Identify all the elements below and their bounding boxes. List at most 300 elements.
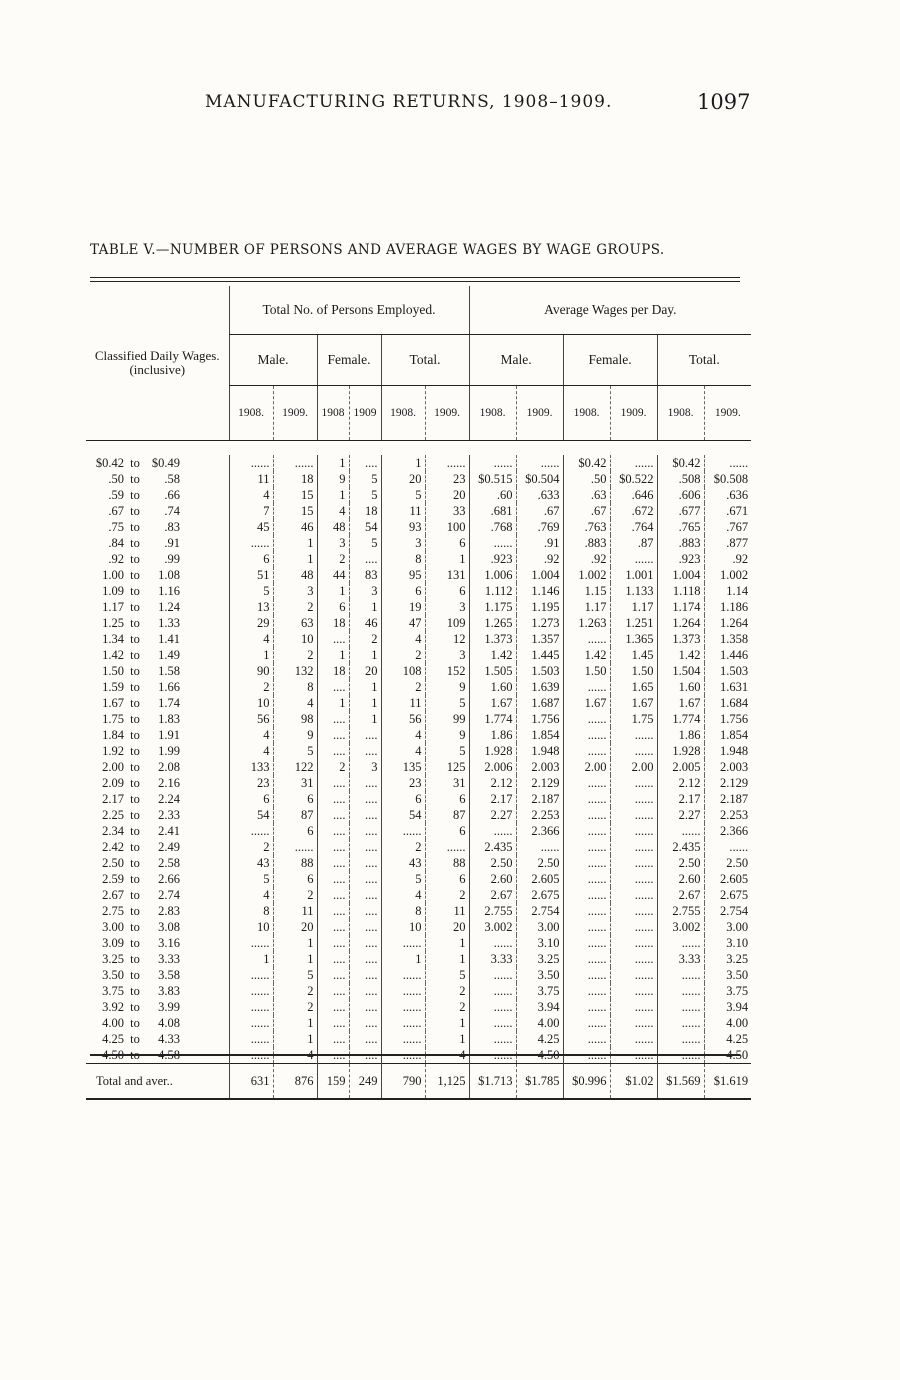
range-from: 2.42	[102, 840, 124, 854]
table-cell: $0.508	[704, 471, 751, 487]
table-cell: .50	[563, 471, 610, 487]
table-cell: 2.129	[704, 775, 751, 791]
table-cell: ....	[349, 455, 381, 471]
table-cell: ......	[657, 999, 704, 1015]
table-cell: ....	[317, 855, 349, 871]
table-cell: 9	[273, 727, 317, 743]
table-cell: .883	[657, 535, 704, 551]
table-cell: 1.251	[610, 615, 657, 631]
table-cell: 1.67	[610, 695, 657, 711]
table-cell: ......	[425, 455, 469, 471]
range-to: to	[130, 808, 140, 822]
table-cell: 2.675	[516, 887, 563, 903]
table-cell: 63	[273, 615, 317, 631]
range-to: to	[130, 872, 140, 886]
table-cell: 47	[381, 615, 425, 631]
range-from: 1.84	[102, 728, 124, 742]
table-cell: ....	[349, 1047, 381, 1064]
table-cell: 1.756	[704, 711, 751, 727]
table-cell: 133	[229, 759, 273, 775]
table-cell: 109	[425, 615, 469, 631]
table-cell: ......	[563, 903, 610, 919]
range-from: 3.75	[102, 984, 124, 998]
range-from: 2.67	[102, 888, 124, 902]
range-to: to	[130, 504, 140, 518]
table-cell: 3.25	[516, 951, 563, 967]
wage-range-label	[86, 583, 229, 599]
range-to: to	[130, 968, 140, 982]
table-cell: 20	[425, 487, 469, 503]
range-from: 2.17	[102, 792, 124, 806]
table-cell: ......	[563, 871, 610, 887]
table-cell: 3	[381, 535, 425, 551]
wage-range-label	[86, 983, 229, 999]
table-cell: 31	[273, 775, 317, 791]
wage-range-label	[86, 839, 229, 855]
range-to: to	[130, 552, 140, 566]
table-cell: 1	[317, 455, 349, 471]
table-cell: 18	[349, 503, 381, 519]
top-rule-inner	[90, 281, 740, 282]
range-upto: 2.74	[158, 888, 180, 902]
table-cell: ......	[563, 711, 610, 727]
table-cell: 2.60	[469, 871, 516, 887]
range-from: 2.59	[102, 872, 124, 886]
table-cell: 2.005	[657, 759, 704, 775]
table-cell: 1.175	[469, 599, 516, 615]
range-upto: 2.16	[158, 776, 180, 790]
range-from: 1.00	[102, 568, 124, 582]
table-cell: 4	[425, 1047, 469, 1064]
table-cell: 1.774	[657, 711, 704, 727]
year-header: 1909.	[516, 386, 563, 441]
table-cell: 1.67	[469, 695, 516, 711]
table-cell: 1.365	[610, 631, 657, 647]
table-cell: 56	[229, 711, 273, 727]
table-cell: 48	[273, 567, 317, 583]
year-header: 1909	[349, 386, 381, 441]
table-cell: ......	[381, 999, 425, 1015]
table-cell: ......	[610, 727, 657, 743]
table-cell: 87	[273, 807, 317, 823]
table-row	[86, 871, 751, 887]
table-cell: ......	[563, 951, 610, 967]
table-cell: 6	[425, 791, 469, 807]
table-cell: ....	[349, 1031, 381, 1047]
range-from: 1.75	[102, 712, 124, 726]
table-cell: ......	[610, 455, 657, 471]
table-cell: 1	[317, 487, 349, 503]
year-header: 1908.	[469, 386, 516, 441]
wage-range-label	[86, 919, 229, 935]
table-cell: ......	[610, 743, 657, 759]
table-cell: ......	[610, 855, 657, 871]
table-cell: 1.948	[704, 743, 751, 759]
year-header: 1909.	[425, 386, 469, 441]
range-upto: 3.08	[158, 920, 180, 934]
sub-header-wages-male: Male.	[469, 335, 563, 386]
range-upto: 3.58	[158, 968, 180, 982]
table-cell: .671	[704, 503, 751, 519]
table-cell: 5	[425, 967, 469, 983]
wage-range-label	[86, 663, 229, 679]
table-row	[86, 903, 751, 919]
table-cell: ......	[563, 743, 610, 759]
wage-range-label	[86, 775, 229, 791]
table-row	[86, 599, 751, 615]
table-cell: 1.006	[469, 567, 516, 583]
table-caption: TABLE V.—NUMBER OF PERSONS AND AVERAGE WAGES BY WAGE GROUPS.	[90, 242, 665, 258]
table-cell: 3.25	[704, 951, 751, 967]
table-cell: 100	[425, 519, 469, 535]
table-cell: ......	[610, 807, 657, 823]
table-cell: 4.00	[516, 1015, 563, 1031]
range-upto: 2.83	[158, 904, 180, 918]
table-cell: 6	[425, 823, 469, 839]
table-cell: 23	[381, 775, 425, 791]
table-cell: .672	[610, 503, 657, 519]
wage-range-label	[86, 567, 229, 583]
wage-range-label	[86, 999, 229, 1015]
table-cell: 1.503	[516, 663, 563, 679]
range-from: 2.09	[102, 776, 124, 790]
table-cell: .765	[657, 519, 704, 535]
table-row	[86, 519, 751, 535]
sub-header-persons-female: Female.	[317, 335, 381, 386]
range-from: 4.25	[102, 1032, 124, 1046]
table-cell: 1.50	[610, 663, 657, 679]
table-cell: 93	[381, 519, 425, 535]
range-from: 1.59	[102, 680, 124, 694]
table-row	[86, 551, 751, 567]
table-cell: 11	[381, 695, 425, 711]
table-cell: 4	[229, 887, 273, 903]
table-cell: 10	[229, 695, 273, 711]
range-upto: 2.08	[158, 760, 180, 774]
table-cell: .767	[704, 519, 751, 535]
table-cell: ....	[317, 807, 349, 823]
table-cell: 4	[273, 695, 317, 711]
table-cell: 23	[425, 471, 469, 487]
table-row	[86, 503, 751, 519]
table-cell: .87	[610, 535, 657, 551]
table-cell: 2.605	[704, 871, 751, 887]
table-cell: ......	[469, 983, 516, 999]
table-cell: 1.75	[610, 711, 657, 727]
table-cell: ......	[610, 887, 657, 903]
table-cell: ......	[229, 999, 273, 1015]
table-cell: ....	[317, 887, 349, 903]
table-cell: ......	[610, 1015, 657, 1031]
table-cell: 1.264	[704, 615, 751, 631]
table-cell: ......	[563, 823, 610, 839]
table-cell: 4	[229, 727, 273, 743]
range-to: to	[130, 712, 140, 726]
total-cell: 249	[349, 1064, 381, 1100]
table-cell: .768	[469, 519, 516, 535]
table-cell: 45	[229, 519, 273, 535]
range-upto: 2.24	[158, 792, 180, 806]
table-cell: 1.004	[516, 567, 563, 583]
range-upto: 3.83	[158, 984, 180, 998]
table-cell: 1.684	[704, 695, 751, 711]
wage-range-label	[86, 471, 229, 487]
table-cell: 20	[425, 919, 469, 935]
table-cell: ......	[381, 983, 425, 999]
table-cell: 2.50	[704, 855, 751, 871]
table-cell: 29	[229, 615, 273, 631]
range-upto: 1.33	[158, 616, 180, 630]
table-cell: 1.42	[563, 647, 610, 663]
range-to: to	[130, 568, 140, 582]
table-cell: 1.631	[704, 679, 751, 695]
table-cell: ....	[349, 967, 381, 983]
table-row	[86, 695, 751, 711]
range-upto: 1.08	[158, 568, 180, 582]
spacer-row	[86, 441, 751, 456]
wage-range-label	[86, 631, 229, 647]
sub-header-persons-total: Total.	[381, 335, 469, 386]
table-cell: ....	[317, 1015, 349, 1031]
range-upto: .74	[164, 504, 180, 518]
total-cell: $1.619	[704, 1064, 751, 1100]
range-from: 4.00	[102, 1016, 124, 1030]
table-cell: ......	[229, 535, 273, 551]
table-cell: 1.854	[516, 727, 563, 743]
table-cell: ......	[381, 823, 425, 839]
table-cell: ......	[610, 983, 657, 999]
range-upto: .83	[164, 520, 180, 534]
table-cell: 2	[273, 647, 317, 663]
table-cell: 3.75	[704, 983, 751, 999]
table-cell: ......	[610, 823, 657, 839]
table-cell: 9	[425, 679, 469, 695]
table-cell: $0.42	[657, 455, 704, 471]
table-cell: ......	[381, 1015, 425, 1031]
table-cell: 1.687	[516, 695, 563, 711]
table-cell: 1.503	[704, 663, 751, 679]
table-cell: ....	[317, 999, 349, 1015]
table-cell: 20	[381, 471, 425, 487]
table-cell: ......	[563, 887, 610, 903]
table-cell: 1	[273, 551, 317, 567]
table-cell: 10	[381, 919, 425, 935]
table-row	[86, 919, 751, 935]
table-cell: 4	[381, 743, 425, 759]
table-cell: 1.42	[469, 647, 516, 663]
range-to: to	[130, 728, 140, 742]
table-cell: ....	[317, 871, 349, 887]
range-upto: .58	[164, 472, 180, 486]
range-to: to	[130, 888, 140, 902]
bottom-rule	[90, 1054, 740, 1056]
stub-header: Classified Daily Wages. (inclusive)	[86, 286, 229, 441]
wage-range-label	[86, 743, 229, 759]
table-cell: 1.504	[657, 663, 704, 679]
table-cell: 18	[273, 471, 317, 487]
table-cell: 1.60	[469, 679, 516, 695]
table-row	[86, 855, 751, 871]
table-cell: ......	[657, 935, 704, 951]
table-cell: ......	[704, 455, 751, 471]
table-cell: 1.358	[704, 631, 751, 647]
table-cell: ......	[610, 1031, 657, 1047]
table-cell: 2.00	[563, 759, 610, 775]
range-to: to	[130, 1000, 140, 1014]
table-cell: 3	[425, 599, 469, 615]
range-to: to	[130, 488, 140, 502]
range-from: 2.75	[102, 904, 124, 918]
table-cell: ......	[657, 1015, 704, 1031]
range-upto: 2.41	[158, 824, 180, 838]
table-cell: 1.174	[657, 599, 704, 615]
year-header: 1909.	[704, 386, 751, 441]
range-upto: 2.49	[158, 840, 180, 854]
year-header: 1909.	[610, 386, 657, 441]
table-cell: ....	[349, 999, 381, 1015]
table-cell: 15	[273, 503, 317, 519]
range-to: to	[130, 600, 140, 614]
group-header-persons: Total No. of Persons Employed.	[229, 286, 469, 335]
table-cell: ....	[317, 743, 349, 759]
year-header: 1908.	[563, 386, 610, 441]
range-to: to	[130, 760, 140, 774]
table-cell: 4	[381, 887, 425, 903]
range-upto: 2.58	[158, 856, 180, 870]
table-cell: 2.67	[657, 887, 704, 903]
table-cell: 2.00	[610, 759, 657, 775]
table-cell: 6	[273, 871, 317, 887]
table-cell: 2	[229, 839, 273, 855]
table-cell: .92	[563, 551, 610, 567]
year-header: 1908	[317, 386, 349, 441]
table-cell: 1	[273, 1031, 317, 1047]
table-cell: 4	[229, 631, 273, 647]
table-row	[86, 983, 751, 999]
table-cell: 4.25	[704, 1031, 751, 1047]
range-upto: 4.58	[158, 1048, 180, 1062]
table-cell: 6	[381, 583, 425, 599]
table-cell: ......	[563, 791, 610, 807]
table-cell: 2	[273, 999, 317, 1015]
table-cell: ......	[657, 1031, 704, 1047]
table-cell: ......	[563, 631, 610, 647]
table-cell: 6	[273, 823, 317, 839]
table-cell: ....	[317, 823, 349, 839]
table-cell: ......	[563, 999, 610, 1015]
table-cell: 1	[349, 711, 381, 727]
table-cell: 51	[229, 567, 273, 583]
range-upto: 1.58	[158, 664, 180, 678]
table-cell: 125	[425, 759, 469, 775]
range-from: .67	[108, 504, 124, 518]
table-row	[86, 471, 751, 487]
table-cell: 2.435	[469, 839, 516, 855]
total-cell: 631	[229, 1064, 273, 1100]
table-cell: 2.605	[516, 871, 563, 887]
table-cell: ....	[317, 1047, 349, 1064]
range-upto: .91	[164, 536, 180, 550]
table-cell: ....	[349, 727, 381, 743]
table-cell: 2	[425, 999, 469, 1015]
wage-range-label	[86, 871, 229, 887]
table-cell: 87	[425, 807, 469, 823]
table-cell: 3.33	[657, 951, 704, 967]
table-cell: ......	[516, 455, 563, 471]
table-cell: ......	[610, 839, 657, 855]
range-to: to	[130, 1032, 140, 1046]
table-cell: 2.27	[469, 807, 516, 823]
wage-range-label	[86, 951, 229, 967]
table-cell: ......	[610, 935, 657, 951]
table-cell: 2.17	[657, 791, 704, 807]
table-cell: 5	[229, 583, 273, 599]
table-cell: .67	[563, 503, 610, 519]
range-to: to	[130, 856, 140, 870]
table-row	[86, 711, 751, 727]
table-cell: 1.263	[563, 615, 610, 631]
table-cell: ......	[563, 807, 610, 823]
table-row	[86, 791, 751, 807]
range-to: to	[130, 920, 140, 934]
sub-header-wages-total: Total.	[657, 335, 751, 386]
range-to: to	[130, 680, 140, 694]
table-cell: 56	[381, 711, 425, 727]
table-cell: ....	[317, 935, 349, 951]
table-cell: .508	[657, 471, 704, 487]
table-cell: ......	[381, 935, 425, 951]
table-cell: 83	[349, 567, 381, 583]
range-to: to	[130, 456, 140, 470]
range-from: 1.67	[102, 696, 124, 710]
table-cell: 2.003	[704, 759, 751, 775]
range-to: to	[130, 648, 140, 662]
table-cell: 1	[425, 1015, 469, 1031]
wage-range-label	[86, 679, 229, 695]
range-from: .92	[108, 552, 124, 566]
table-cell: 1.639	[516, 679, 563, 695]
table-row	[86, 887, 751, 903]
table-cell: 2.12	[657, 775, 704, 791]
table-cell: 1.186	[704, 599, 751, 615]
table-cell: ....	[317, 1031, 349, 1047]
table-cell: ....	[349, 951, 381, 967]
table-cell: ....	[317, 983, 349, 999]
table-cell: ......	[229, 1015, 273, 1031]
table-cell: 2	[381, 839, 425, 855]
total-cell: 790	[381, 1064, 425, 1100]
table-cell: 3.10	[704, 935, 751, 951]
table-cell: 1	[317, 647, 349, 663]
total-cell: 876	[273, 1064, 317, 1100]
table-cell: 131	[425, 567, 469, 583]
table-cell: ......	[229, 455, 273, 471]
table-row	[86, 775, 751, 791]
table-cell: 95	[381, 567, 425, 583]
table-cell: 1.446	[704, 647, 751, 663]
table-cell: ......	[469, 1031, 516, 1047]
range-upto: 4.33	[158, 1032, 180, 1046]
sub-header-persons-male: Male.	[229, 335, 317, 386]
table-cell: 3.10	[516, 935, 563, 951]
table-cell: 18	[317, 615, 349, 631]
table-cell: 1	[273, 535, 317, 551]
range-upto: 1.16	[158, 584, 180, 598]
table-cell: 2	[273, 983, 317, 999]
table-cell: ......	[381, 967, 425, 983]
table-cell: .923	[657, 551, 704, 567]
table-cell: ......	[381, 1047, 425, 1064]
